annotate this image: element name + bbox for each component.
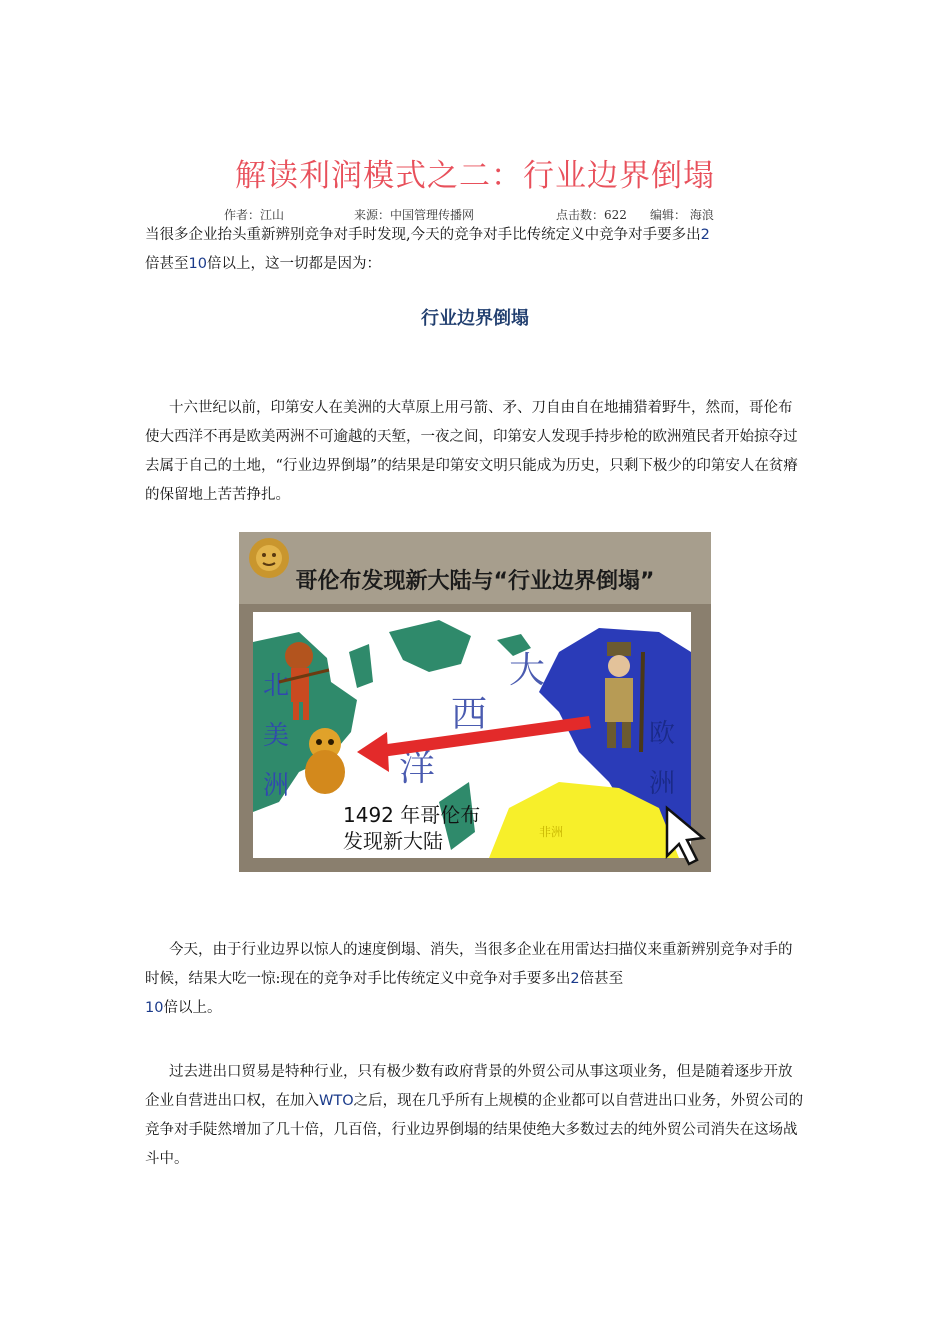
- ocean-char-1: 大: [509, 650, 546, 691]
- figure-caption-1: 1492 年哥伦布: [343, 803, 481, 827]
- intro-number-10: 10: [188, 256, 207, 272]
- intro-text-2: 倍甚至: [145, 256, 189, 272]
- source-meta: 来源：中国管理传播网: [354, 208, 475, 222]
- para3-text-b: 之后，现在几乎所有上规模的企业都可以自营进出口业务，外贸公司的竞争对手陡然增加了几十倍，几百倍，行业边界倒塌的结果使绝大多数过去的纯外贸公司消失在这场战斗中。: [145, 1093, 804, 1167]
- columbus-illustration: [239, 532, 711, 872]
- para2-text-a: 今天，由于行业边界以惊人的速度倒塌、消失，当很多企业在用雷达扫描仪来重新辨别竞争对手的时候，结果大吃一惊:现在的竞争对手比传统定义中竞争对手要多出: [145, 942, 793, 987]
- para3-text-a: 过去进出口贸易是特种行业，只有极少数有政府背景的外贸公司从事这项业务，但是随着逐步开放企业自营进出口权，在加入: [145, 1064, 793, 1109]
- africa-label: 非洲: [539, 825, 564, 839]
- author-meta: 作者：江山: [224, 208, 285, 222]
- na-char-3: 洲: [263, 771, 290, 801]
- lion-logo-icon: [249, 538, 289, 578]
- para3-wto: WTO: [319, 1093, 354, 1109]
- paragraph-today: [145, 936, 805, 1023]
- intro-text-3: 倍以上，这一切都是因为：: [206, 256, 381, 272]
- na-char-2: 美: [263, 721, 290, 751]
- intro-number-2: 2: [700, 227, 710, 243]
- figure-banner: 哥伦布发现新大陆与“行业边界倒塌”: [295, 569, 655, 594]
- ocean-char-2: 西: [451, 694, 488, 735]
- clicks-meta: 点击数：622: [556, 208, 627, 222]
- na-char-1: 北: [263, 671, 290, 701]
- editor-meta: 编辑： 海浪: [650, 208, 714, 222]
- para2-text-c: 倍以上。: [163, 1000, 222, 1016]
- eu-char-2: 洲: [649, 769, 676, 799]
- eu-char-1: 欧: [649, 719, 676, 749]
- page-title: 解读利润模式之二：行业边界倒塌: [235, 158, 715, 194]
- figure-caption-2: 发现新大陆: [343, 829, 443, 853]
- native-chief-icon: [305, 728, 345, 794]
- paragraph-trade: [145, 1058, 805, 1174]
- para2-number-10: 10: [145, 1000, 164, 1016]
- para2-number-2: 2: [570, 971, 580, 987]
- section-heading: 行业边界倒塌: [421, 308, 529, 329]
- intro-paragraph: [145, 221, 805, 279]
- ocean-char-3: 洋: [399, 748, 436, 789]
- paragraph-history: 十六世纪以前，印第安人在美洲的大草原上用弓箭、矛、刀自由自在地捕猎着野牛，然而，哥伦布使大西洋不再是欧美两洲不可逾越的天堑，一夜之间，印第安人发现手持步枪的欧洲殖民者开始掠夺过去属于自己的土地，“行业边界倒塌”的结果是印第安文明只能成为历史，只剩下极少的印第安人在贫瘠的保留地上苦苦挣扎。: [145, 400, 798, 503]
- intro-text-1: 当很多企业抬头重新辨别竞争对手时发现,今天的竞争对手比传统定义中竞争对手要多出: [145, 227, 701, 243]
- para2-text-b: 倍甚至: [579, 971, 624, 987]
